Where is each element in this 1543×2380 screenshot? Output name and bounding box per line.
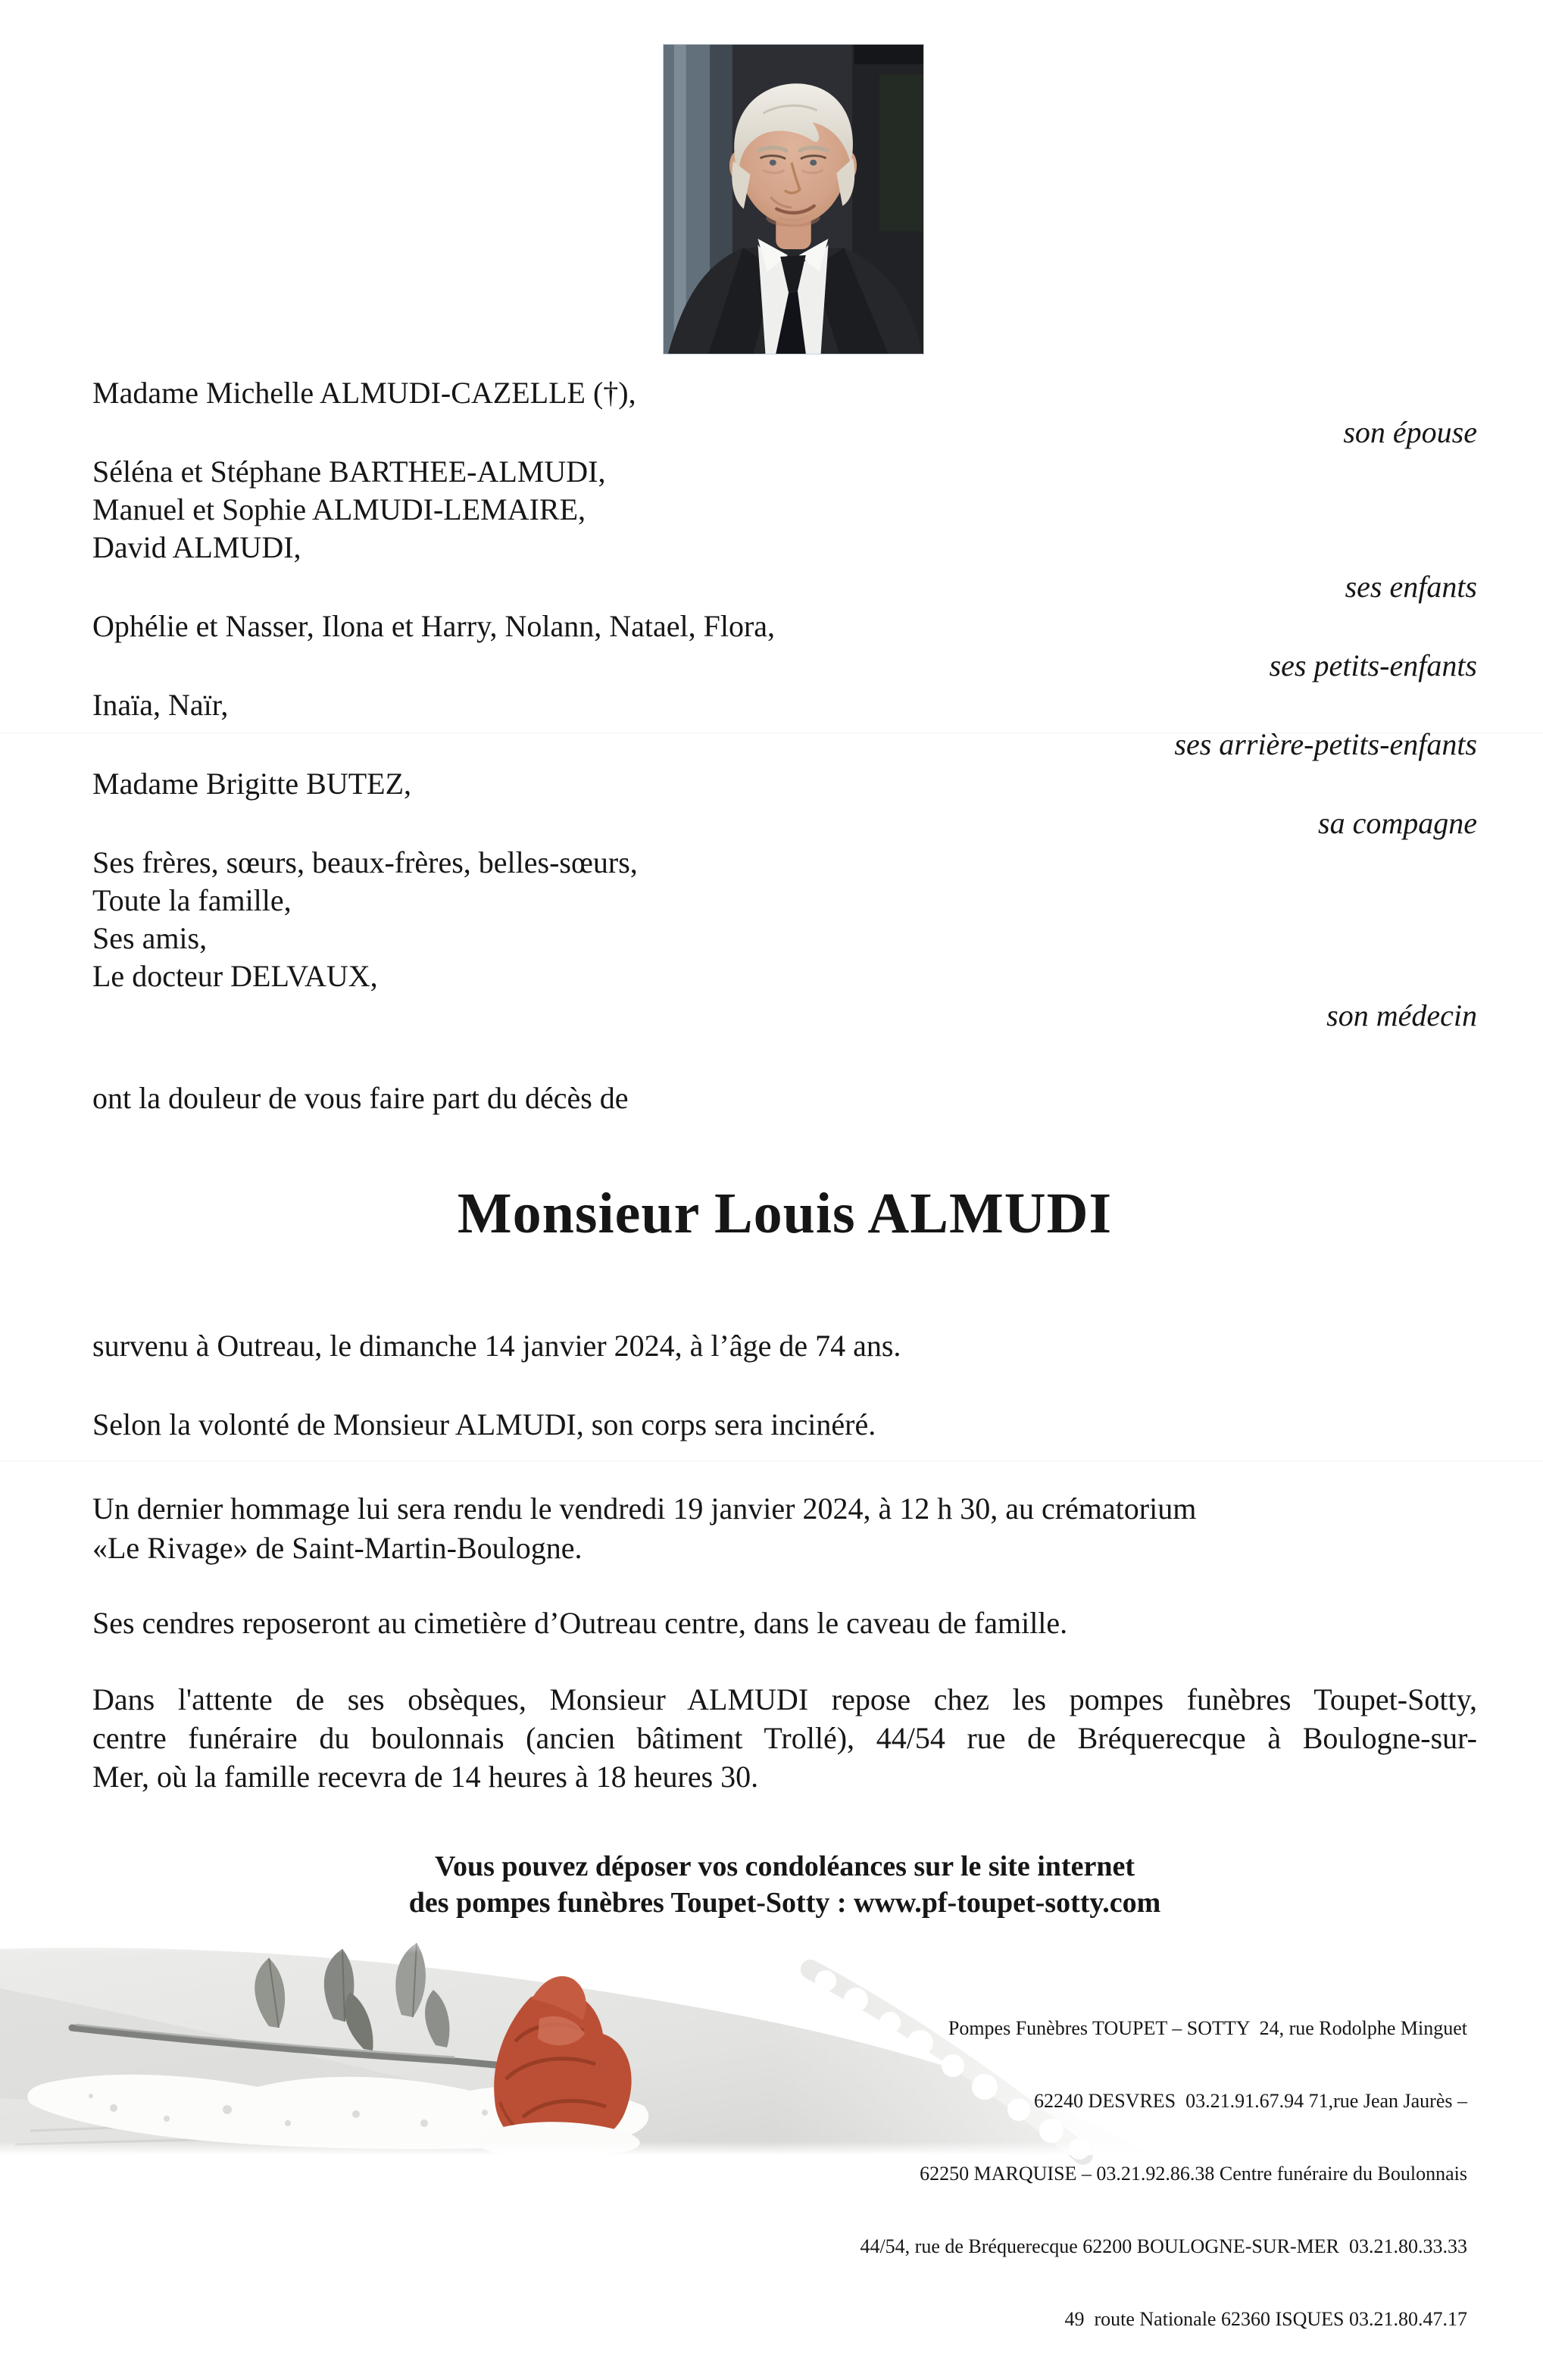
visitation-paragraph xyxy=(92,1680,1477,1796)
visitation-line: Mer, où la famille recevra de 14 heures à 18 heures 30. xyxy=(92,1760,759,1794)
family-member-line: Madame Brigitte BUTEZ, xyxy=(92,767,412,801)
scan-artifact-line xyxy=(0,732,1543,734)
family-member-line: Inaïa, Naïr, xyxy=(92,688,229,722)
family-member-line: Toute la famille, xyxy=(92,883,292,917)
funeral-home-contact xyxy=(860,1968,1467,2380)
funeral-home-contact-line: 44/54, rue de Bréquerecque 62200 BOULOGNE-SUR-MER 03.21.80.33.33 xyxy=(860,2235,1467,2257)
condolences-line-1: Vous pouvez déposer vos condoléances sur le site internet xyxy=(435,1851,1135,1882)
funeral-home-contact-line: 62240 DESVRES 03.21.91.67.94 71,rue Jean Jaurès – xyxy=(1034,2090,1467,2112)
cremation-wish-paragraph: Selon la volonté de Monsieur ALMUDI, son corps sera incinéré. xyxy=(92,1407,876,1441)
tribute-ceremony-paragraph xyxy=(92,1489,1477,1568)
ashes-resting-paragraph: Ses cendres reposeront au cimetière d’Outreau centre, dans le caveau de famille. xyxy=(92,1606,1068,1640)
death-details-paragraph: survenu à Outreau, le dimanche 14 janvier 2024, à l’âge de 74 ans. xyxy=(92,1329,901,1363)
scan-artifact-line xyxy=(0,1460,1543,1462)
funeral-home-contact-line: Pompes Funèbres TOUPET – SOTTY 24, rue Rodolphe Minguet xyxy=(948,2017,1467,2039)
family-member-line: Madame Michelle ALMUDI-CAZELLE (†), xyxy=(92,376,636,410)
visitation-line: centre funéraire du boulonnais (ancien bâtiment Trollé), 44/54 rue de Bréquerecque à Boulogne-sur- xyxy=(92,1721,1477,1755)
tribute-line: «Le Rivage» de Saint-Martin-Boulogne. xyxy=(92,1531,583,1565)
relation-label: ses petits-enfants xyxy=(1269,648,1477,682)
family-member-line: Séléna et Stéphane BARTHEE-ALMUDI, xyxy=(92,454,606,489)
funeral-home-contact-line: 62250 MARQUISE – 03.21.92.86.38 Centre funéraire du Boulonnais xyxy=(920,2163,1467,2185)
family-member-line: Le docteur DELVAUX, xyxy=(92,959,378,993)
family-member-line: Manuel et Sophie ALMUDI-LEMAIRE, xyxy=(92,492,586,526)
family-section xyxy=(92,374,1477,1036)
portrait-photo xyxy=(663,44,924,355)
relation-label: son médecin xyxy=(1326,998,1477,1032)
relation-label: ses arrière-petits-enfants xyxy=(1174,727,1477,761)
relation-label: ses enfants xyxy=(1345,570,1477,604)
relation-label: son épouse xyxy=(1343,415,1477,449)
portrait-photo-svg xyxy=(664,45,923,354)
tribute-line: Un dernier hommage lui sera rendu le vendredi 19 janvier 2024, à 12 h 30, au crématorium xyxy=(92,1491,1197,1526)
family-member-line: Ses amis, xyxy=(92,921,208,955)
funeral-home-contact-line: 49 route Nationale 62360 ISQUES 03.21.80.47.17 xyxy=(1064,2308,1467,2330)
deceased-name-title: Monsieur Louis ALMUDI xyxy=(457,1182,1113,1245)
relation-label: sa compagne xyxy=(1318,806,1477,840)
family-member-line: Ophélie et Nasser, Ilona et Harry, Nolann, Natael, Flora, xyxy=(92,609,776,643)
condolences-line-2: des pompes funèbres Toupet-Sotty : www.pf-toupet-sotty.com xyxy=(408,1887,1161,1919)
announcement-intro: ont la douleur de vous faire part du décès de xyxy=(92,1081,629,1115)
family-member-line: David ALMUDI, xyxy=(92,530,301,564)
condolences-note xyxy=(92,1848,1477,1921)
family-member-line: Ses frères, sœurs, beaux-frères, belles-sœurs, xyxy=(92,845,638,879)
visitation-line: Dans l'attente de ses obsèques, Monsieur ALMUDI repose chez les pompes funèbres Toupet-Sotty, xyxy=(92,1682,1477,1716)
